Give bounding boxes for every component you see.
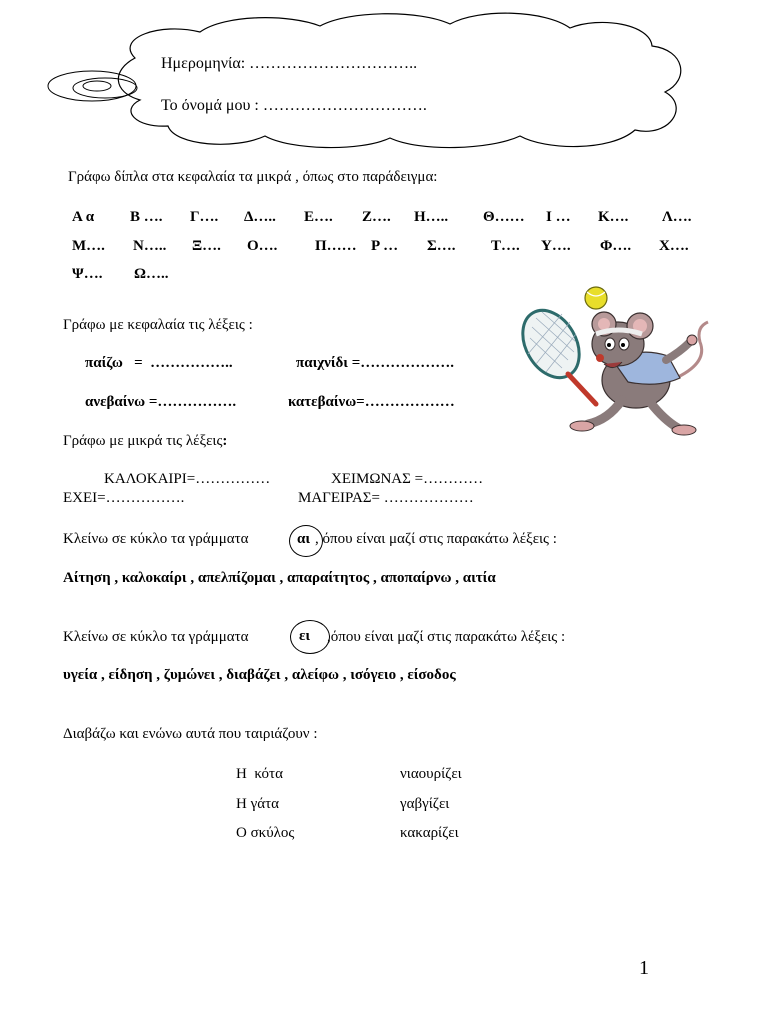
letter-epsilon: Ε…. xyxy=(304,209,333,225)
exercise2-word1: παίζω = …………….. xyxy=(85,355,233,371)
name-line: Το όνομά μου : …………………………. xyxy=(161,97,427,114)
letter-psi: Ψ…. xyxy=(72,266,103,282)
letter-tau: Τ…. xyxy=(491,238,520,254)
letter-kappa: Κ…. xyxy=(598,209,629,225)
letter-nu: Ν….. xyxy=(133,238,167,254)
exercise5-circled: ει xyxy=(299,628,311,644)
letter-xi: Ξ…. xyxy=(192,238,221,254)
letter-zeta: Ζ…. xyxy=(362,209,391,225)
letter-eta: Η….. xyxy=(414,209,449,225)
exercise4-instruction-after: , όπου είναι μαζί στις παρακάτω λέξεις : xyxy=(315,531,557,547)
exercise5-instruction-before: Κλείνω σε κύκλο τα γράμματα xyxy=(63,629,249,645)
exercise4-instruction-before: Κλείνω σε κύκλο τα γράμματα xyxy=(63,531,249,547)
match-left-item: Ο σκύλος xyxy=(236,825,295,841)
exercise6-instruction: Διαβάζω και ενώνω αυτά που ταιριάζουν : xyxy=(63,726,318,742)
letter-upsilon: Υ…. xyxy=(541,238,571,254)
letter-sigma: Σ…. xyxy=(427,238,456,254)
letter-theta: Θ…… xyxy=(483,209,525,225)
match-left-item: Η γάτα xyxy=(236,796,279,812)
letter-rho: Ρ … xyxy=(371,238,399,254)
exercise3-word1: ΚΑΛΟΚΑΙΡΙ=…………… xyxy=(104,471,271,487)
letter-omega: Ω….. xyxy=(134,266,169,282)
exercise2-word3: ανεβαίνω =……………. xyxy=(85,394,237,410)
letter-pi: Π…… xyxy=(315,238,357,254)
exercise2-instruction: Γράφω με κεφαλαία τις λέξεις : xyxy=(63,317,253,333)
exercise3-colon: : xyxy=(222,433,228,449)
exercise2-word2: παιχνίδι =………………. xyxy=(296,355,455,371)
match-right-item: κακαρίζει xyxy=(400,825,459,841)
exercise3-word4: ΜΑΓΕΙΡΑΣ= ……………… xyxy=(298,490,474,506)
letter-mu: Μ…. xyxy=(72,238,105,254)
match-right-item: νιαουρίζει xyxy=(400,766,462,782)
exercise2-word4: κατεβαίνω=……………… xyxy=(288,394,455,410)
date-line: Ημερομηνία: ………………………….. xyxy=(161,55,418,72)
exercise1-instruction: Γράφω δίπλα στα κεφαλαία τα μικρά , όπως στο παράδειγμα: xyxy=(68,169,438,185)
exercise5-words: υγεία , είδηση , ζυμώνει , διαβάζει , αλείφω , ισόγειο , είσοδος xyxy=(63,667,456,683)
cloud-shape xyxy=(0,0,768,160)
letter-beta: Β …. xyxy=(130,209,163,225)
exercise3-word2: ΧΕΙΜΩΝΑΣ =………… xyxy=(331,471,484,487)
exercise4-circled: αι xyxy=(297,531,311,547)
match-right-item: γαβγίζει xyxy=(400,796,450,812)
page-number: 1 xyxy=(639,957,649,979)
letter-omicron: Ο…. xyxy=(247,238,278,254)
match-left-item: Η κότα xyxy=(236,766,283,782)
exercise3-word3: ΕΧΕΙ=……………. xyxy=(63,490,185,506)
letter-lambda: Λ…. xyxy=(662,209,692,225)
exercise3-instruction xyxy=(63,433,227,450)
exercise5-instruction-after: ,όπου είναι μαζί στις παρακάτω λέξεις : xyxy=(327,629,566,645)
letter-chi: Χ…. xyxy=(659,238,689,254)
exercise4-words: Αίτηση , καλοκαίρι , απελπίζομαι , απαραίτητος , αποπαίρνω , αιτία xyxy=(63,570,496,586)
mouse-tennis-illustration xyxy=(518,282,718,442)
letter-alpha: Α α xyxy=(72,209,95,225)
letter-iota: Ι … xyxy=(546,209,571,225)
letter-phi: Φ…. xyxy=(600,238,632,254)
letter-gamma: Γ…. xyxy=(190,209,219,225)
exercise3-instruction-text: Γράφω με μικρά τις λέξεις xyxy=(63,433,223,449)
letter-delta: Δ….. xyxy=(244,209,276,225)
